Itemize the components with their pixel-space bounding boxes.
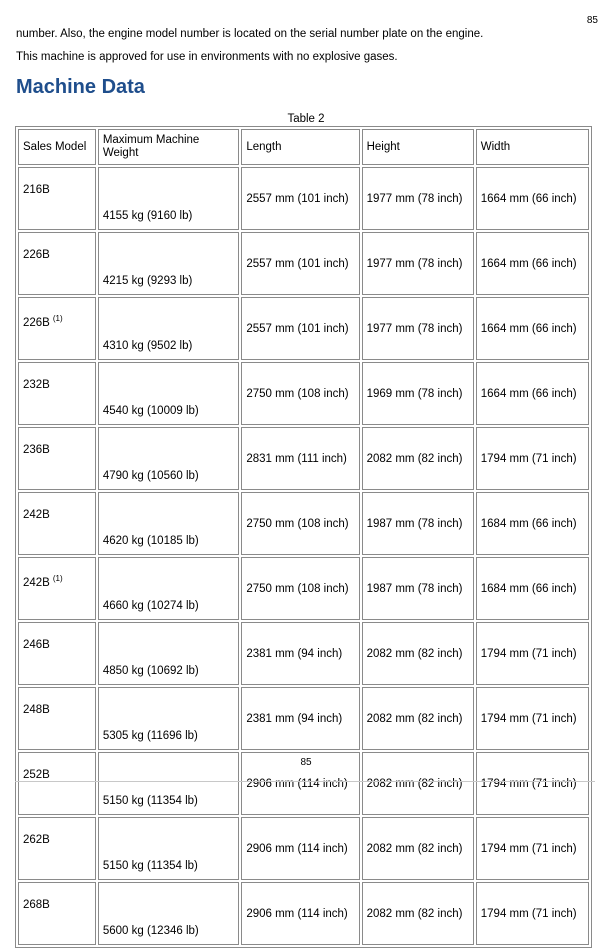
table-caption: Table 2 <box>287 113 325 125</box>
cell-max-weight: 5150 kg (11354 lb) <box>98 817 240 880</box>
table-header <box>18 129 589 165</box>
sales-model-text: 252B <box>23 769 50 781</box>
table-row <box>18 492 589 555</box>
sales-model-text: 262B <box>23 834 50 846</box>
cell-length: 2750 mm (108 inch) <box>241 362 359 425</box>
cell-height: 2082 mm (82 inch) <box>362 427 474 490</box>
bottom-divider <box>15 781 595 782</box>
footnote-marker: (1) <box>52 574 63 583</box>
sales-model-text: 242B <box>23 576 50 589</box>
table-row <box>18 362 589 425</box>
cell-max-weight: 5305 kg (11696 lb) <box>98 687 240 750</box>
sales-model-text: 226B <box>23 316 50 329</box>
cell-sales-model <box>18 622 96 685</box>
cell-width: 1664 mm (66 inch) <box>476 232 589 295</box>
cell-width: 1664 mm (66 inch) <box>476 297 589 360</box>
sales-model-text: 226B <box>23 249 50 261</box>
cell-max-weight: 4540 kg (10009 lb) <box>98 362 240 425</box>
cell-width: 1794 mm (71 inch) <box>476 882 589 945</box>
cell-height: 2082 mm (82 inch) <box>362 882 474 945</box>
cell-max-weight: 4850 kg (10692 lb) <box>98 622 240 685</box>
cell-sales-model <box>18 557 96 620</box>
cell-width: 1794 mm (71 inch) <box>476 752 589 815</box>
table-row <box>18 817 589 880</box>
cell-max-weight: 4155 kg (9160 lb) <box>98 167 240 230</box>
cell-length: 2557 mm (101 inch) <box>241 232 359 295</box>
cell-height: 2082 mm (82 inch) <box>362 622 474 685</box>
cell-length: 2557 mm (101 inch) <box>241 297 359 360</box>
cell-height: 2082 mm (82 inch) <box>362 817 474 880</box>
cell-length: 2750 mm (108 inch) <box>241 557 359 620</box>
cell-height: 1977 mm (78 inch) <box>362 232 474 295</box>
sales-model-text: 268B <box>23 899 50 911</box>
cell-max-weight: 5600 kg (12346 lb) <box>98 882 240 945</box>
table-row <box>18 622 589 685</box>
cell-width: 1684 mm (66 inch) <box>476 557 589 620</box>
sales-model-text: 242B <box>23 509 50 521</box>
cell-height: 1977 mm (78 inch) <box>362 167 474 230</box>
cell-max-weight: 4310 kg (9502 lb) <box>98 297 240 360</box>
cell-max-weight: 4790 kg (10560 lb) <box>98 427 240 490</box>
cell-sales-model <box>18 362 96 425</box>
table-row <box>18 687 589 750</box>
cell-height: 1977 mm (78 inch) <box>362 297 474 360</box>
header-max-weight: Maximum Machine Weight <box>98 129 240 165</box>
table-row <box>18 297 589 360</box>
cell-width: 1664 mm (66 inch) <box>476 362 589 425</box>
table-row <box>18 882 589 945</box>
cell-length: 2750 mm (108 inch) <box>241 492 359 555</box>
cell-width: 1684 mm (66 inch) <box>476 492 589 555</box>
cell-sales-model <box>18 427 96 490</box>
cell-sales-model <box>18 232 96 295</box>
cell-height: 1969 mm (78 inch) <box>362 362 474 425</box>
sales-model-text: 236B <box>23 444 50 456</box>
cell-sales-model <box>18 687 96 750</box>
sales-model-text: 216B <box>23 184 50 196</box>
header-sales-model: Sales Model <box>18 129 96 165</box>
cell-height: 1987 mm (78 inch) <box>362 557 474 620</box>
cell-width: 1794 mm (71 inch) <box>476 427 589 490</box>
machine-data-table <box>15 126 592 948</box>
header-width: Width <box>476 129 589 165</box>
cell-length: 2906 mm (114 inch) <box>241 752 359 815</box>
section-title: Machine Data <box>16 76 145 98</box>
cell-width: 1664 mm (66 inch) <box>476 167 589 230</box>
cell-height: 1987 mm (78 inch) <box>362 492 474 555</box>
cell-sales-model <box>18 817 96 880</box>
cell-sales-model <box>18 492 96 555</box>
page-number-bottom: 85 <box>300 757 312 768</box>
cell-length: 2831 mm (111 inch) <box>241 427 359 490</box>
sales-model-text: 232B <box>23 379 50 391</box>
page-number-top: 85 <box>586 15 598 26</box>
table-header-row <box>18 129 589 165</box>
cell-length: 2381 mm (94 inch) <box>241 687 359 750</box>
sales-model-text: 248B <box>23 704 50 716</box>
table-row <box>18 557 589 620</box>
cell-max-weight: 4660 kg (10274 lb) <box>98 557 240 620</box>
cell-length: 2557 mm (101 inch) <box>241 167 359 230</box>
header-length: Length <box>241 129 359 165</box>
table-body <box>18 167 589 945</box>
sales-model-text: 246B <box>23 639 50 651</box>
footnote-marker: (1) <box>52 314 63 323</box>
table-row <box>18 167 589 230</box>
cell-sales-model <box>18 167 96 230</box>
cell-sales-model <box>18 882 96 945</box>
cell-length: 2906 mm (114 inch) <box>241 882 359 945</box>
cell-width: 1794 mm (71 inch) <box>476 817 589 880</box>
table-row <box>18 232 589 295</box>
cell-height: 2082 mm (82 inch) <box>362 687 474 750</box>
cell-width: 1794 mm (71 inch) <box>476 687 589 750</box>
intro-text-engine-number: number. Also, the engine model number is located on the serial number plate on the engine. <box>16 28 484 40</box>
cell-max-weight: 4620 kg (10185 lb) <box>98 492 240 555</box>
cell-max-weight: 4215 kg (9293 lb) <box>98 232 240 295</box>
cell-sales-model <box>18 297 96 360</box>
cell-length: 2906 mm (114 inch) <box>241 817 359 880</box>
cell-width: 1794 mm (71 inch) <box>476 622 589 685</box>
cell-max-weight: 5150 kg (11354 lb) <box>98 752 240 815</box>
cell-height: 2082 mm (82 inch) <box>362 752 474 815</box>
cell-length: 2381 mm (94 inch) <box>241 622 359 685</box>
table-row <box>18 427 589 490</box>
header-height: Height <box>362 129 474 165</box>
intro-text-environment: This machine is approved for use in environments with no explosive gases. <box>16 51 398 63</box>
